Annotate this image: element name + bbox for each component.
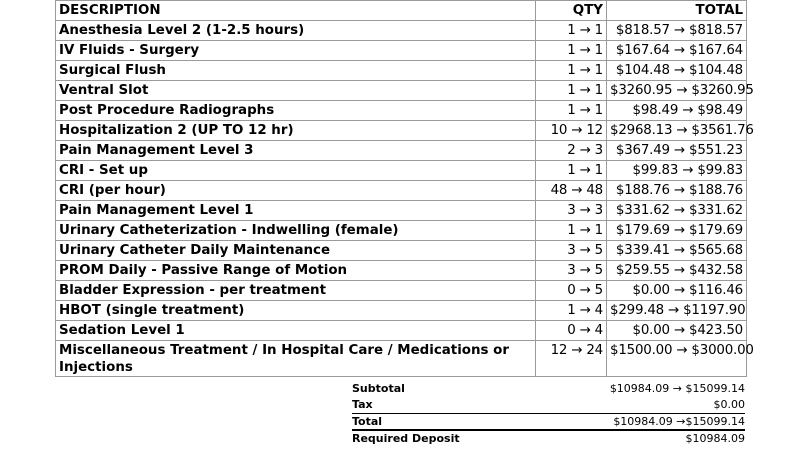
total-cell: $104.48 → $104.48 — [607, 61, 747, 81]
description-cell: CRI - Set up — [56, 161, 536, 181]
total-cell: $0.00 → $423.50 — [607, 321, 747, 341]
description-cell: Pain Management Level 3 — [56, 141, 536, 161]
qty-header: QTY — [536, 1, 607, 21]
qty-cell: 2 → 3 — [536, 141, 607, 161]
tax-value: $0.00 — [713, 398, 745, 411]
qty-cell: 3 → 5 — [536, 241, 607, 261]
table-row — [56, 221, 747, 241]
total-cell: $2968.13 → $3561.76 — [607, 121, 747, 141]
qty-cell: 10 → 12 — [536, 121, 607, 141]
qty-cell: 0 → 4 — [536, 321, 607, 341]
qty-cell: 1 → 1 — [536, 81, 607, 101]
table-row — [56, 261, 747, 281]
table-row — [56, 141, 747, 161]
total-cell: $99.83 → $99.83 — [607, 161, 747, 181]
table-row — [56, 341, 747, 377]
qty-cell: 1 → 1 — [536, 61, 607, 81]
total-cell: $299.48 → $1197.90 — [607, 301, 747, 321]
description-cell: Anesthesia Level 2 (1-2.5 hours) — [56, 21, 536, 41]
qty-cell: 1 → 1 — [536, 221, 607, 241]
tax-label: Tax — [352, 398, 373, 411]
total-cell: $167.64 → $167.64 — [607, 41, 747, 61]
estimate-table — [55, 0, 754, 377]
description-cell: CRI (per hour) — [56, 181, 536, 201]
table-row — [56, 241, 747, 261]
qty-cell: 3 → 5 — [536, 261, 607, 281]
description-cell: Hospitalization 2 (UP TO 12 hr) — [56, 121, 536, 141]
description-cell: HBOT (single treatment) — [56, 301, 536, 321]
description-cell: Ventral Slot — [56, 81, 536, 101]
qty-cell: 12 → 24 — [536, 341, 607, 377]
qty-cell: 1 → 1 — [536, 161, 607, 181]
description-cell: PROM Daily - Passive Range of Motion — [56, 261, 536, 281]
description-cell: Pain Management Level 1 — [56, 201, 536, 221]
total-cell: $179.69 → $179.69 — [607, 221, 747, 241]
description-cell: Surgical Flush — [56, 61, 536, 81]
total-cell: $339.41 → $565.68 — [607, 241, 747, 261]
total-label: Total — [352, 415, 383, 428]
qty-cell: 48 → 48 — [536, 181, 607, 201]
total-value: $10984.09 →$15099.14 — [613, 415, 745, 428]
deposit-row — [352, 431, 745, 447]
table-row — [56, 301, 747, 321]
qty-cell: 1 → 1 — [536, 21, 607, 41]
description-cell: Post Procedure Radiographs — [56, 101, 536, 121]
header-row — [56, 1, 747, 21]
total-cell: $0.00 → $116.46 — [607, 281, 747, 301]
total-cell: $818.57 → $818.57 — [607, 21, 747, 41]
table-row — [56, 21, 747, 41]
description-cell: Miscellaneous Treatment / In Hospital Care / Medications or Injections — [56, 341, 536, 377]
table-row — [56, 201, 747, 221]
qty-cell: 3 → 3 — [536, 201, 607, 221]
qty-cell: 1 → 1 — [536, 101, 607, 121]
qty-cell: 1 → 1 — [536, 41, 607, 61]
total-cell: $3260.95 → $3260.95 — [607, 81, 747, 101]
qty-cell: 0 → 5 — [536, 281, 607, 301]
total-cell: $1500.00 → $3000.00 — [607, 341, 747, 377]
description-header: DESCRIPTION — [56, 1, 536, 21]
deposit-value: $10984.09 — [685, 432, 745, 445]
subtotal-row — [352, 381, 745, 397]
table-row — [56, 181, 747, 201]
qty-cell: 1 → 4 — [536, 301, 607, 321]
description-cell: Urinary Catheterization - Indwelling (female) — [56, 221, 536, 241]
table-row — [56, 121, 747, 141]
description-cell: Bladder Expression - per treatment — [56, 281, 536, 301]
total-row — [352, 413, 745, 431]
total-cell: $331.62 → $331.62 — [607, 201, 747, 221]
subtotal-value: $10984.09 → $15099.14 — [609, 382, 745, 395]
subtotal-label: Subtotal — [352, 382, 405, 395]
description-cell: Urinary Catheter Daily Maintenance — [56, 241, 536, 261]
table-row — [56, 161, 747, 181]
total-cell: $367.49 → $551.23 — [607, 141, 747, 161]
table-row — [56, 81, 747, 101]
table-row — [56, 41, 747, 61]
total-cell: $259.55 → $432.58 — [607, 261, 747, 281]
total-cell: $188.76 → $188.76 — [607, 181, 747, 201]
deposit-label: Required Deposit — [352, 432, 460, 445]
table-row — [56, 61, 747, 81]
table-row — [56, 101, 747, 121]
table-row — [56, 321, 747, 341]
table-row — [56, 281, 747, 301]
description-cell: IV Fluids - Surgery — [56, 41, 536, 61]
summary-block — [352, 381, 745, 447]
total-header: TOTAL — [607, 1, 747, 21]
tax-row — [352, 397, 745, 413]
total-cell: $98.49 → $98.49 — [607, 101, 747, 121]
description-cell: Sedation Level 1 — [56, 321, 536, 341]
